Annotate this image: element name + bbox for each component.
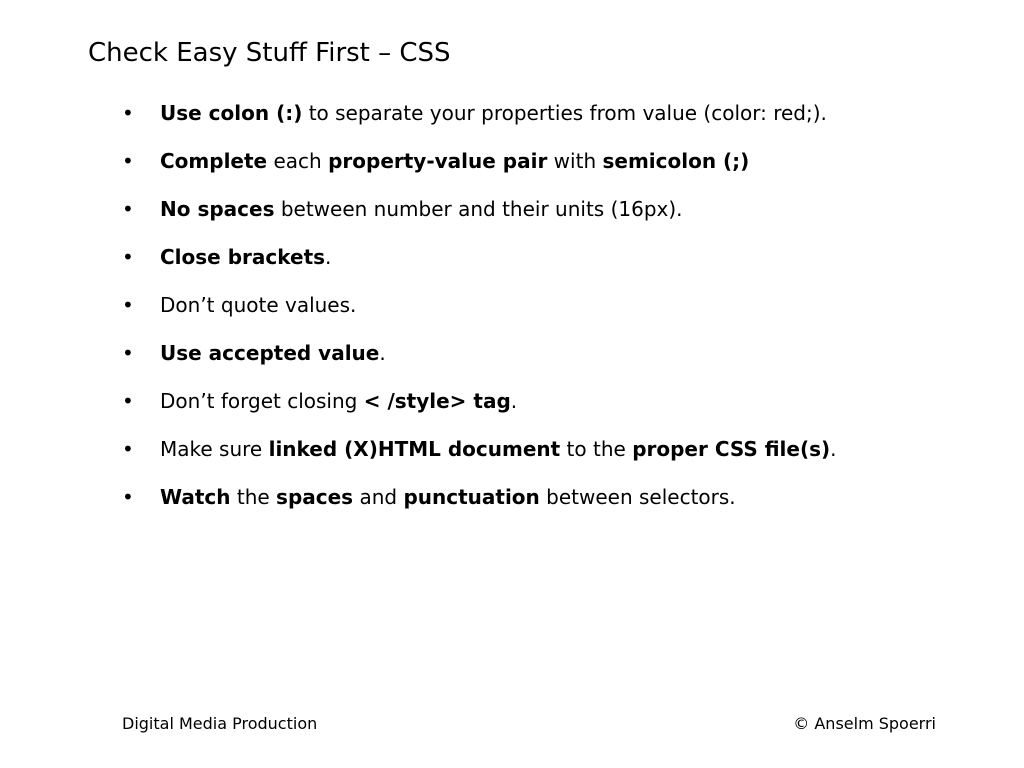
- bullet-text: [160, 386, 517, 416]
- bullet-emphasis: < /style> tag: [363, 389, 511, 413]
- bullet-segment: with: [547, 149, 603, 173]
- bullet-emphasis: linked (X)HTML document: [268, 437, 561, 461]
- bullet-text: [160, 194, 683, 224]
- bullet-segment: .: [510, 389, 518, 413]
- bullet-dot-icon: •: [122, 341, 134, 365]
- bullet-emphasis: Use accepted value: [160, 341, 380, 365]
- slide-title: Check Easy Stuff First – CSS: [88, 38, 451, 68]
- bullet-dot-icon: •: [122, 245, 134, 269]
- bullet-emphasis: punctuation: [403, 485, 540, 509]
- bullet-text: [160, 338, 386, 368]
- bullet-emphasis: proper CSS file(s): [632, 437, 831, 461]
- bullet-segment: and: [353, 485, 404, 509]
- bullet-text: [160, 146, 749, 176]
- bullet-emphasis: Close brackets: [160, 245, 326, 269]
- bullet-dot-icon: •: [122, 149, 134, 173]
- bullet-emphasis: spaces: [276, 485, 354, 509]
- bullet-segment: .: [325, 245, 332, 269]
- bullet-emphasis: property-value pair: [328, 149, 548, 173]
- bullet-emphasis: No spaces: [160, 197, 275, 221]
- footer-course-name: Digital Media Production: [122, 714, 318, 733]
- bullet-text: [160, 434, 837, 464]
- bullet-emphasis: Use colon (:): [160, 101, 303, 125]
- bullet-text: [160, 482, 736, 512]
- bullet-segment: .: [379, 341, 386, 365]
- bullet-text: [160, 290, 356, 320]
- bullet-dot-icon: •: [122, 197, 134, 221]
- bullet-segment: to the: [560, 437, 633, 461]
- bullet-segment: each: [267, 149, 329, 173]
- bullet-segment: between number and their units (16px).: [274, 197, 683, 221]
- bullet-dot-icon: •: [122, 101, 134, 125]
- bullet-dot-icon: •: [122, 485, 134, 509]
- footer-copyright: © Anselm Spoerri: [793, 714, 936, 733]
- bullet-segment: .: [830, 437, 837, 461]
- bullet-dot-icon: •: [122, 389, 134, 413]
- bullet-segment: to separate your properties from value (color: red;).: [302, 101, 827, 125]
- bullet-text: [160, 242, 331, 272]
- bullet-emphasis: Complete: [160, 149, 268, 173]
- bullet-text: [160, 98, 827, 128]
- bullet-dot-icon: •: [122, 437, 134, 461]
- bullet-emphasis: Watch: [160, 485, 231, 509]
- bullet-emphasis: semicolon (;): [602, 149, 750, 173]
- bullet-segment: between selectors.: [539, 485, 736, 509]
- bullet-dot-icon: •: [122, 293, 134, 317]
- bullet-segment: the: [230, 485, 277, 509]
- bullet-segment: Don’t quote values.: [160, 293, 357, 317]
- bullet-segment: Don’t forget closing: [160, 389, 364, 413]
- bullet-segment: Make sure: [160, 437, 269, 461]
